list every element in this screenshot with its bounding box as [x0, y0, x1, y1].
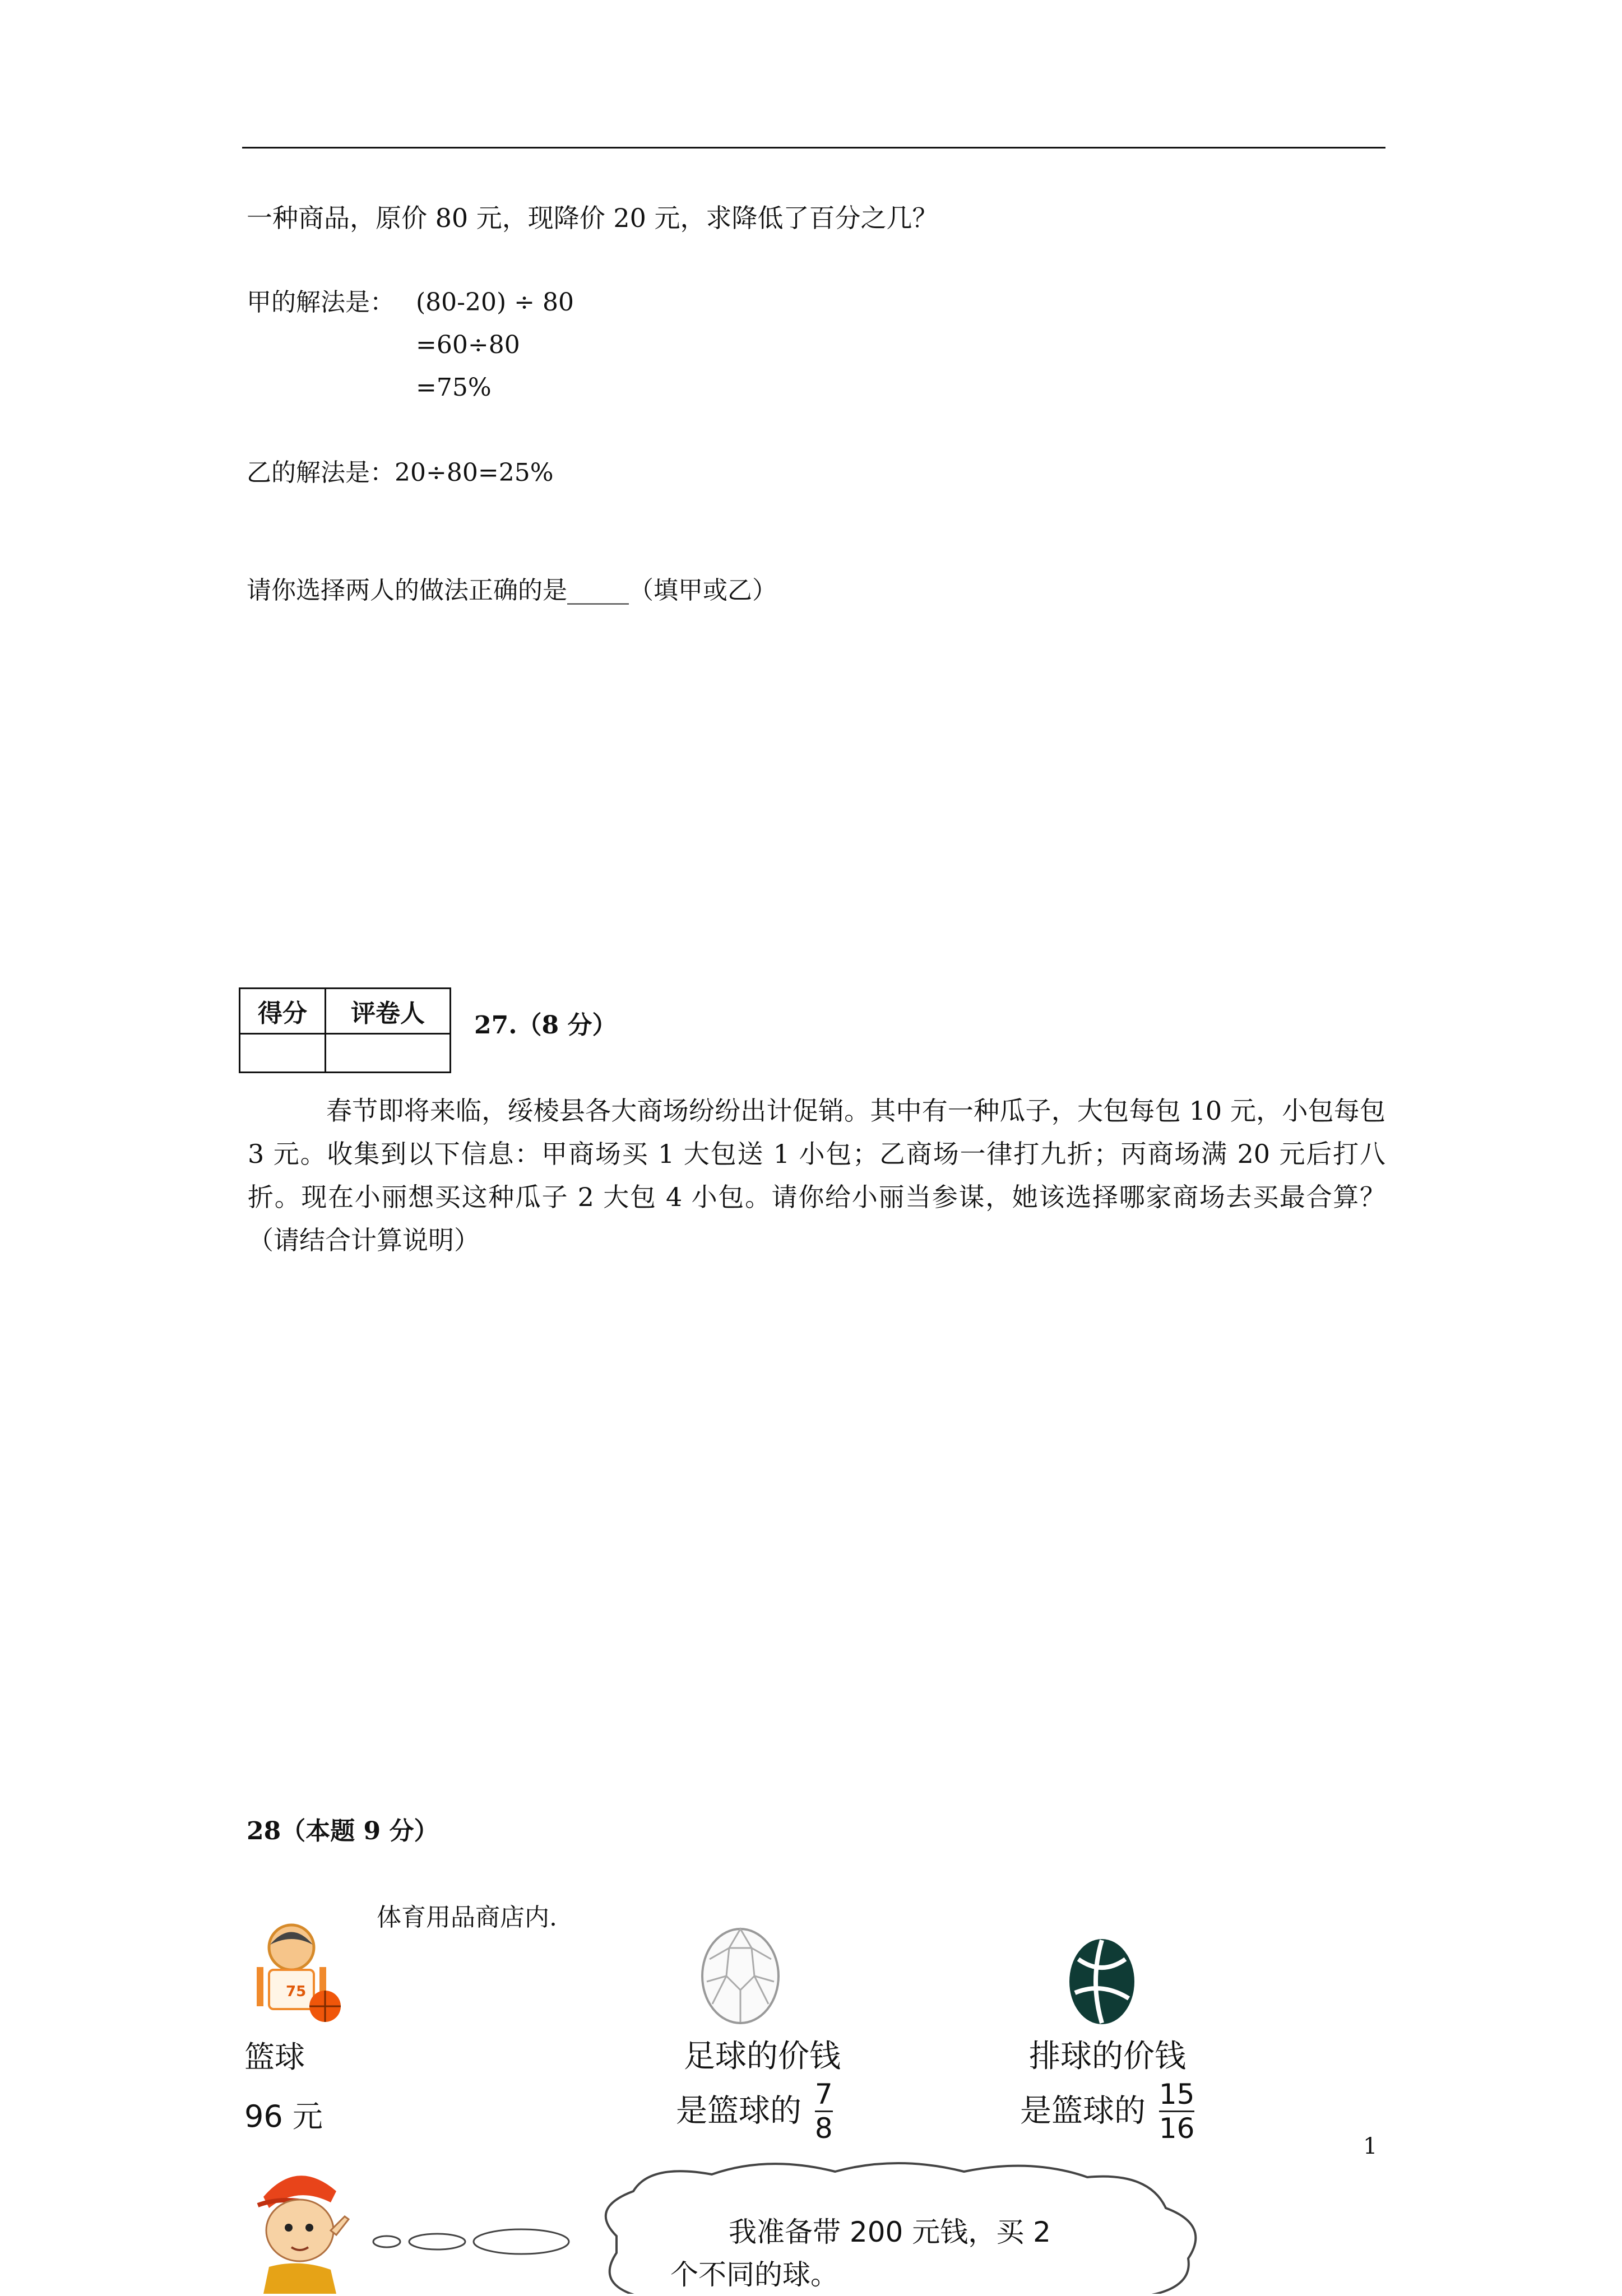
q27-text: 春节即将来临，绥棱县各大商场纷纷出计促销。其中有一种瓜子，大包每包 10 元，小包每包 3 元。收集到以下信息：甲商场买 1 大包送 1 小包；乙商场一律打九折；丙商场满 20 元后打八折。现在小丽想买这种瓜子 2 大包 4 小包。请你给小丽当参谋，她该选择哪家商场去买最合算？（请结合计算说明） — [248, 1096, 1385, 1255]
volleyball-fraction — [1158, 2078, 1195, 2145]
football-fraction — [814, 2078, 833, 2145]
q26-problem: 一种商品，原价 80 元，现降价 20 元，求降低了百分之几？ — [247, 203, 938, 233]
football-image — [698, 1926, 782, 2026]
basketball-player-image — [247, 1922, 347, 2023]
q26-jia-step2: =60÷80 — [416, 331, 520, 359]
page-number: 1 — [1363, 2133, 1378, 2159]
volleyball-image — [1067, 1937, 1137, 2026]
q26-yi-solution: 乙的解法是：20÷80=25% — [247, 458, 554, 487]
q26-jia-step3: =75% — [416, 373, 492, 402]
basketball-price: 96 元 — [244, 2099, 323, 2134]
score-header: 得分 — [240, 989, 326, 1034]
football-line1: 足球的价钱 — [684, 2038, 841, 2075]
header-rule — [242, 147, 1385, 149]
boy-character-image — [247, 2163, 359, 2294]
score-table — [239, 987, 451, 1073]
volleyball-line2-group — [1020, 2078, 1195, 2145]
bubble-line1: 我准备带 200 元钱，买 2 — [729, 2216, 1051, 2248]
volleyball-denominator: 16 — [1158, 2112, 1195, 2145]
q28-shop: 体育用品商店内. — [377, 1903, 557, 1932]
volleyball-line1: 排球的价钱 — [1029, 2038, 1186, 2075]
football-line2: 是篮球的 — [676, 2093, 801, 2130]
football-denominator: 8 — [814, 2112, 833, 2145]
grader-header: 评卷人 — [326, 989, 451, 1034]
q26-jia-step1: (80-20) ÷ 80 — [416, 288, 574, 317]
football-line2-group — [676, 2078, 833, 2145]
volleyball-numerator: 15 — [1158, 2078, 1195, 2111]
score-cell[interactable] — [240, 1034, 326, 1073]
bubble-line2: 个不同的球。 — [670, 2258, 838, 2291]
basketball-jersey-number: 75 — [286, 1983, 307, 2000]
volleyball-line2: 是篮球的 — [1020, 2093, 1146, 2130]
q26-choose: 请你选择两人的做法正确的是_____（填甲或乙） — [247, 576, 777, 605]
q28-heading: 28（本题 9 分） — [247, 1817, 439, 1845]
grader-cell[interactable] — [326, 1034, 451, 1073]
q27-heading: 27.（8 分） — [474, 1011, 617, 1040]
basketball-label: 篮球 — [244, 2039, 305, 2075]
football-numerator: 7 — [814, 2078, 833, 2111]
q26-jia-label: 甲的解法是： — [247, 288, 395, 317]
thought-bubble-trail — [370, 2225, 594, 2258]
